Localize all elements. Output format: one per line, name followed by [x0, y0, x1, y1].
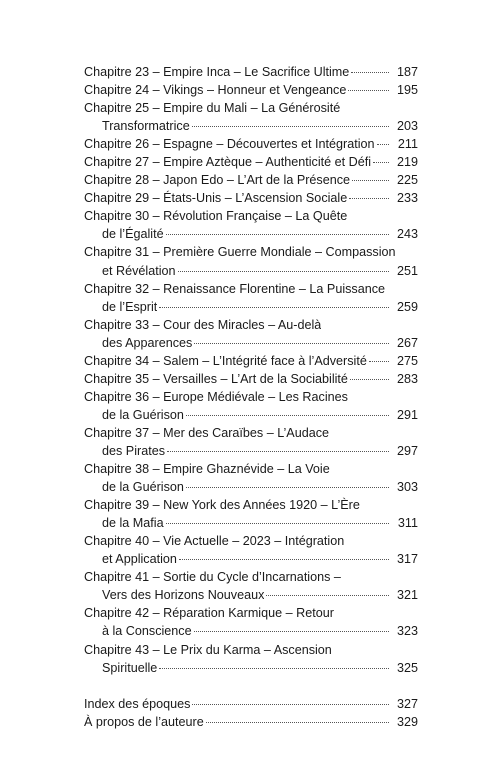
toc-entry-title: Chapitre 34 – Salem – L’Intégrité face à l’Adversité [84, 353, 367, 368]
toc-entry-line [84, 713, 418, 731]
toc-page-number: 195 [396, 83, 418, 98]
toc-entry-line [84, 370, 418, 388]
toc-entry[interactable] [84, 352, 418, 370]
toc-page-number: 219 [396, 155, 418, 170]
toc-entry-line [84, 460, 418, 478]
toc-entry[interactable] [84, 641, 418, 677]
toc-entry-title: de la Mafia [102, 516, 164, 531]
toc-entry-title: Chapitre 41 – Sortie du Cycle d’Incarnations – [84, 570, 341, 585]
toc-entry-title: Chapitre 42 – Réparation Karmique – Retour [84, 606, 334, 621]
toc-entry-title: et Révélation [102, 263, 176, 278]
appendix-list [84, 695, 418, 731]
toc-page-number: 303 [396, 480, 418, 495]
toc-entry-title: Chapitre 38 – Empire Ghaznévide – La Voie [84, 462, 330, 477]
toc-entry-continuation [84, 442, 418, 460]
toc-page-number: 329 [396, 714, 418, 729]
toc-entry[interactable] [84, 568, 418, 604]
toc-page-number: 225 [396, 173, 418, 188]
dot-leader [159, 307, 389, 308]
toc-entry[interactable] [84, 695, 418, 713]
toc-entry-line [84, 207, 418, 225]
toc-page-number: 283 [396, 371, 418, 386]
toc-entry-title: Chapitre 33 – Cour des Miracles – Au-delà [84, 317, 322, 332]
toc-entry-continuation [84, 514, 418, 532]
toc-entry-line [84, 243, 418, 261]
toc-entry-title: des Pirates [102, 443, 165, 458]
toc-entry-title: Chapitre 28 – Japon Edo – L’Art de la Présence [84, 173, 351, 188]
toc-entry-title: Chapitre 25 – Empire du Mali – La Générosité [84, 101, 341, 116]
toc-entry-line [84, 280, 418, 298]
toc-entry-line [84, 641, 418, 659]
toc-entry-title: de l’Égalité [102, 227, 164, 242]
toc-entry-continuation [84, 550, 418, 568]
toc-entry-title: Chapitre 35 – Versailles – L’Art de la Sociabilité [84, 371, 348, 386]
toc-entry-continuation [84, 262, 418, 280]
dot-leader [167, 451, 389, 452]
toc-entry-title: Chapitre 31 – Première Guerre Mondiale – Compassion [84, 245, 396, 260]
dot-leader [266, 595, 389, 596]
toc-entry-title: Chapitre 43 – Le Prix du Karma – Ascension [84, 642, 332, 657]
toc-entry-continuation [84, 225, 418, 243]
dot-leader [377, 144, 389, 145]
toc-entry-title: des Apparences [102, 335, 193, 350]
toc-entry-title: Index des époques [84, 696, 191, 711]
dot-leader [192, 126, 389, 127]
dot-leader [352, 180, 389, 181]
toc-page-number: 203 [396, 119, 418, 134]
section-gap [84, 677, 418, 695]
dot-leader [206, 722, 389, 723]
toc-entry-title: Transformatrice [102, 119, 190, 134]
toc-entry-line [84, 189, 418, 207]
toc-entry-line [84, 63, 418, 81]
toc-entry[interactable] [84, 99, 418, 135]
toc-page-number: 187 [396, 65, 418, 79]
toc-page-number: 251 [396, 263, 418, 278]
toc-entry[interactable] [84, 713, 418, 731]
toc-page-number: 267 [396, 335, 418, 350]
dot-leader [192, 704, 389, 705]
toc-entry-title: Chapitre 24 – Vikings – Honneur et Vengeance [84, 83, 347, 98]
toc-entry[interactable] [84, 243, 418, 279]
toc-entry-line [84, 388, 418, 406]
toc-page-number: 275 [396, 353, 418, 368]
toc-entry-line [84, 171, 418, 189]
toc-entry-continuation [84, 659, 418, 677]
dot-leader [194, 343, 389, 344]
toc-entry[interactable] [84, 460, 418, 496]
dot-leader [348, 90, 389, 91]
toc-entry[interactable] [84, 424, 418, 460]
toc-entry-line [84, 604, 418, 622]
toc-entry[interactable] [84, 532, 418, 568]
toc-page-number: 259 [396, 299, 418, 314]
dot-leader [178, 271, 389, 272]
toc-entry-title: de la Guérison [102, 407, 184, 422]
toc-entry[interactable] [84, 370, 418, 388]
toc-entry-line [84, 424, 418, 442]
dot-leader [179, 559, 389, 560]
toc-entry-line [84, 496, 418, 514]
chapter-list [84, 63, 418, 677]
toc-entry[interactable] [84, 316, 418, 352]
toc-page-number: 291 [396, 407, 418, 422]
toc-entry-title: et Application [102, 552, 177, 567]
toc-entry-title: Chapitre 30 – Révolution Française – La Quête [84, 209, 348, 224]
toc-entry-title: de la Guérison [102, 480, 184, 495]
toc-entry[interactable] [84, 604, 418, 640]
toc-entry-title: Chapitre 29 – États-Unis – L’Ascension Sociale [84, 191, 348, 206]
toc-page-number: 243 [396, 227, 418, 242]
toc-entry-continuation [84, 334, 418, 352]
dot-leader [349, 198, 389, 199]
toc-page-number: 321 [396, 588, 418, 603]
toc-entry-line [84, 568, 418, 586]
dot-leader [166, 523, 389, 524]
toc-entry-title: Chapitre 36 – Europe Médiévale – Les Racines [84, 389, 348, 404]
toc-entry[interactable] [84, 189, 418, 207]
dot-leader [350, 379, 389, 380]
toc-entry-continuation [84, 622, 418, 640]
toc-entry[interactable] [84, 388, 418, 424]
toc-entry-title: Chapitre 26 – Espagne – Découvertes et Intégration [84, 137, 375, 152]
toc-entry-continuation [84, 298, 418, 316]
toc-entry[interactable] [84, 207, 418, 243]
toc-entry[interactable] [84, 280, 418, 316]
toc-entry-line [84, 695, 418, 713]
toc-entry[interactable] [84, 496, 418, 532]
toc-page-number: 323 [396, 624, 418, 639]
toc-entry-line [84, 81, 418, 99]
toc-entry-title: Vers des Horizons Nouveaux [102, 588, 265, 603]
toc-entry-title: Chapitre 40 – Vie Actuelle – 2023 – Intégration [84, 534, 345, 549]
toc-entry[interactable] [84, 81, 418, 99]
toc-entry-title: Chapitre 27 – Empire Aztèque – Authenticité et Défi [84, 155, 372, 170]
dot-leader [194, 631, 389, 632]
toc-entry-title: Chapitre 39 – New York des Années 1920 – L’Ère [84, 498, 360, 513]
toc-entry-continuation [84, 406, 418, 424]
toc-entry[interactable] [84, 171, 418, 189]
toc-entry-line [84, 153, 418, 171]
toc-entry-line [84, 99, 418, 117]
dot-leader [166, 234, 389, 235]
toc-page-number: 233 [396, 191, 418, 206]
table-of-contents [84, 63, 418, 731]
toc-entry-continuation [84, 117, 418, 135]
dot-leader [159, 668, 389, 669]
dot-leader [369, 361, 389, 362]
toc-page-number: 297 [396, 443, 418, 458]
toc-page-number: 327 [396, 696, 418, 711]
toc-entry-line [84, 135, 418, 153]
dot-leader [373, 162, 389, 163]
toc-page-number: 325 [396, 660, 418, 675]
toc-entry-title: Chapitre 23 – Empire Inca – Le Sacrifice Ultime [84, 65, 350, 79]
toc-entry-line [84, 316, 418, 334]
toc-entry-line [84, 532, 418, 550]
toc-entry-title: À propos de l’auteure [84, 714, 204, 729]
toc-entry-title: Spirituelle [102, 660, 158, 675]
toc-page-number: 311 [397, 516, 418, 531]
toc-entry[interactable] [84, 153, 418, 171]
toc-entry-line [84, 352, 418, 370]
dot-leader [186, 487, 389, 488]
dot-leader [186, 415, 389, 416]
toc-entry-continuation [84, 478, 418, 496]
dot-leader [351, 72, 389, 73]
toc-entry-title: Chapitre 37 – Mer des Caraïbes – L’Audace [84, 425, 330, 440]
toc-entry-title: à la Conscience [102, 624, 192, 639]
toc-page-number: 211 [397, 137, 418, 152]
toc-entry-continuation [84, 586, 418, 604]
toc-entry-title: de l’Esprit [102, 299, 158, 314]
toc-entry[interactable] [84, 135, 418, 153]
toc-entry-title: Chapitre 32 – Renaissance Florentine – La Puissance [84, 281, 386, 296]
toc-page-number: 317 [396, 552, 418, 567]
toc-entry[interactable] [84, 63, 418, 81]
